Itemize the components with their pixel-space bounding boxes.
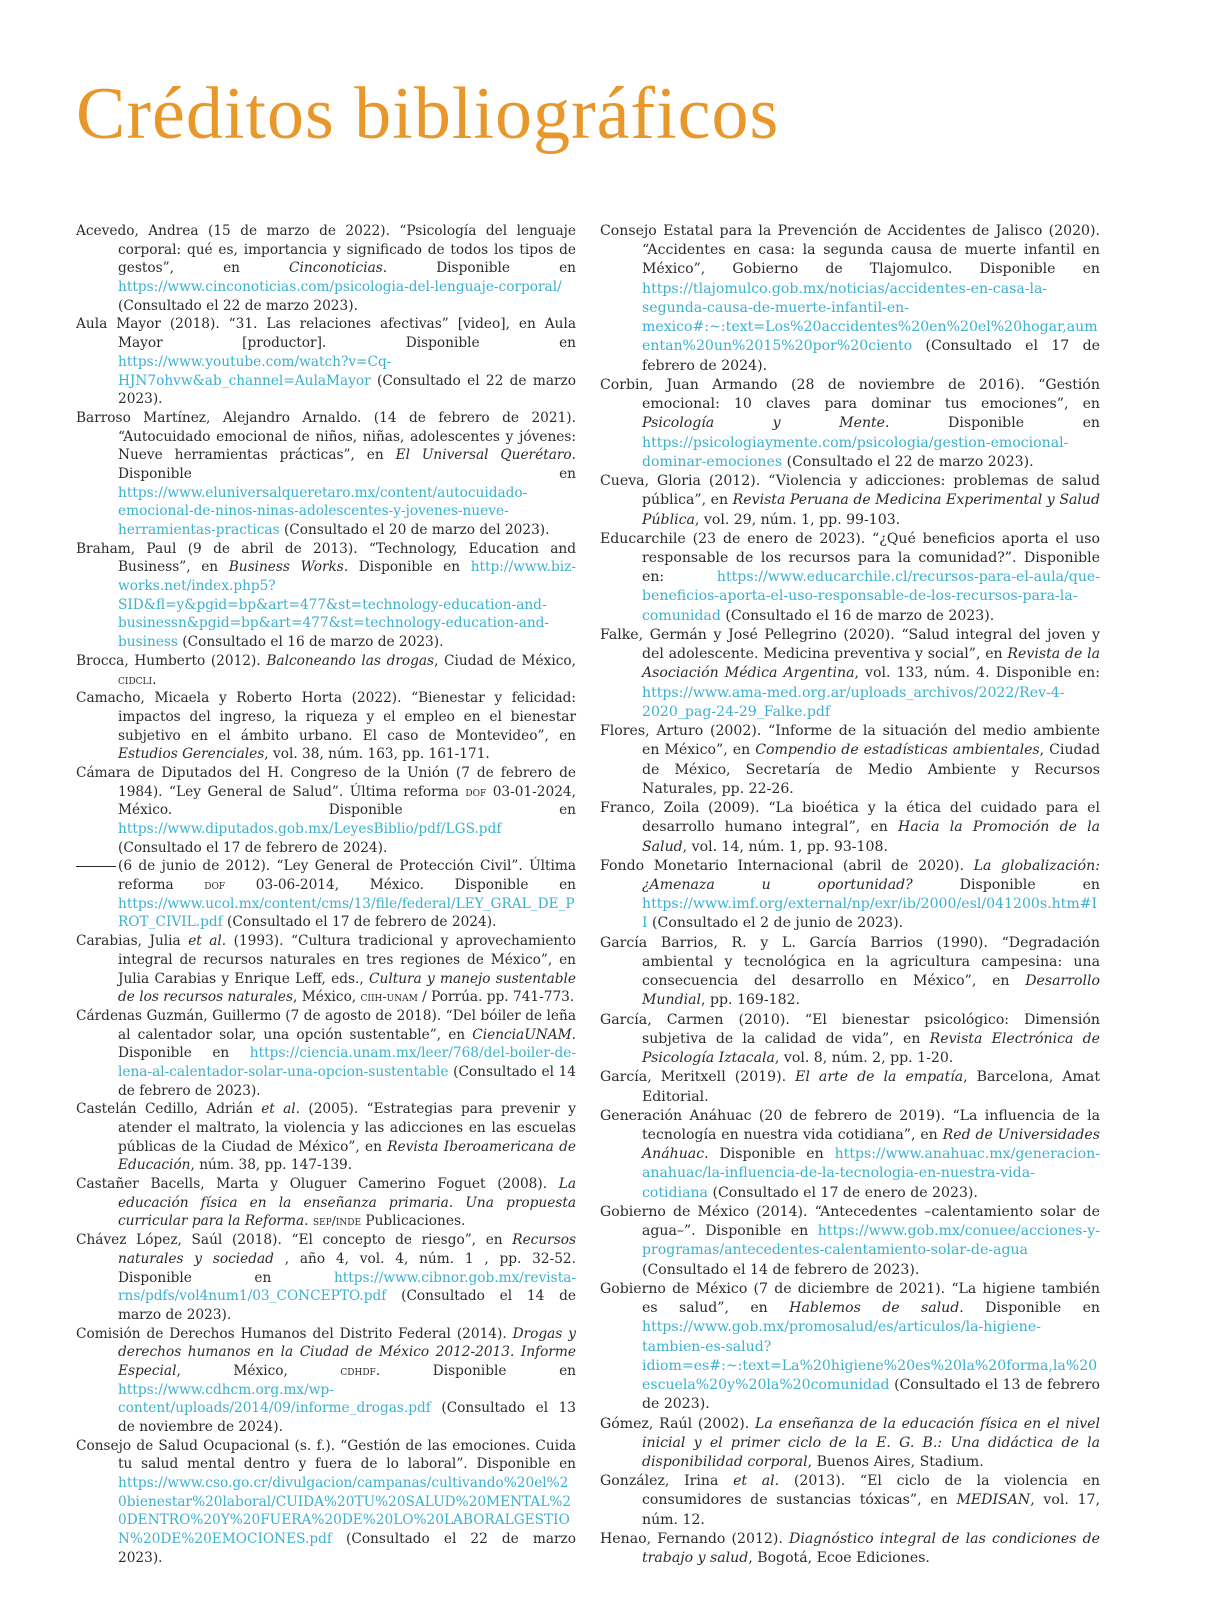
reference-text: (1993). “Cultura tradicional y aprovechamiento integral de recursos naturales en tres regiones de México”, en Julia Carabias y Enrique Leff, eds., <box>118 933 576 987</box>
reference-text: , México, <box>293 989 361 1006</box>
reference-text: (2013). “El ciclo de la violencia en consumidores de sustancias tóxicas”, en <box>642 1473 1101 1509</box>
reference-text: cdhdf <box>340 1362 376 1378</box>
reference-italic-text: Recursos naturales y sociedad <box>118 1232 576 1267</box>
reference-italic-text: Hablemos de salud <box>789 1300 960 1317</box>
reference-text: (Consultado el 14 de febrero de 2023). <box>642 1261 920 1278</box>
reference-text: . <box>152 671 157 688</box>
reference-text: Corbin, Juan Armando (28 de noviembre de 2016). “Gestión emocional: 10 claves para dominar tus emociones”, en <box>600 376 1100 413</box>
reference-link[interactable]: https://www.ucol.mx/content/cms/13/file/federal/LEY_GRAL_DE_PROT_CIVIL.pdf <box>118 895 575 931</box>
reference-entry <box>76 1231 576 1324</box>
reference-text: García Barrios, R. y L. García Barrios (1990). “Degradación ambiental y tecnológica en la agricultura campesina: una consecuencia del desarrollo en México”, en <box>600 934 1100 990</box>
reference-link[interactable]: https://www.eluniversalqueretaro.mx/content/autocuidado-emocional-de-ninos-ninas-adolescentes-y-jovenes-nueve-herramientas-practicas <box>118 484 528 538</box>
reference-text: , Bogotá, Ecoe Ediciones. <box>748 1550 930 1567</box>
reference-text: Barroso Martínez, Alejandro Arnaldo. (14 de febrero de 2021). “Autocuidado emocional de niños, niñas, adolescentes y jóvenes: Nueve herramientas prácticas”, en <box>76 409 576 464</box>
reference-italic-text: Psicología y Mente <box>642 415 886 432</box>
reference-italic-text: Estudios Gerenciales <box>118 746 265 763</box>
reference-text: Carabias, Julia <box>76 933 189 950</box>
reference-text: Castañer Bacells, Marta y Oluguer Camerino Foguet (2008). <box>76 1176 559 1193</box>
reference-link[interactable]: https://www.cibnor.gob.mx/revista-rns/pdfs/vol4num1/03_CONCEPTO.pdf <box>118 1269 576 1305</box>
reference-text: Disponible en <box>912 876 1100 893</box>
reference-link[interactable]: https://www.imf.org/external/np/exr/ib/2000/esl/041200s.htm#II <box>642 896 1098 932</box>
reference-text: sep/inde <box>312 1213 362 1229</box>
reference-italic-text: La enseñanza de la educación física en el nivel inicial y el primer ciclo de la E. G. B.: Una didáctica de la disponibilidad corporal <box>642 1415 1101 1470</box>
reference-text: , vol. 133, núm. 4. Disponible en: <box>854 665 1100 682</box>
reference-entry <box>600 1280 1100 1415</box>
reference-text: Castelán Cedillo, Adrián <box>76 1101 262 1118</box>
reference-entry <box>76 1007 576 1100</box>
reference-entry <box>600 626 1100 722</box>
reference-italic-text: et al. <box>733 1473 780 1490</box>
reference-italic-text: Cinconoticias <box>289 260 383 277</box>
reference-italic-text: Revista Iberoamericana de Educación <box>118 1138 576 1174</box>
reference-italic-text: CienciaUNAM <box>472 1026 572 1043</box>
reference-entry <box>600 1472 1100 1530</box>
reference-text: , Buenos Aires, Stadium. <box>807 1454 984 1470</box>
reference-text: (Consultado el 16 de marzo de 2023). <box>720 607 995 624</box>
reference-text: (Consultado el 14 de marzo de 2023). <box>118 1288 576 1323</box>
reference-entry <box>600 1011 1100 1069</box>
reference-link[interactable]: https://www.gob.mx/conuee/acciones-y-programas/antecedentes-calentamiento-solar-de-agua <box>642 1223 1100 1259</box>
bibliography-right-column <box>600 222 1100 1568</box>
reference-text: 03-06-2014, México. Disponible en <box>225 877 576 894</box>
reference-text: Consejo Estatal para la Prevención de Accidentes de Jalisco (2020). “Accidentes en casa: la segunda causa de muerte infantil en México”, Gobierno de Tlajomulco. Disponible en <box>600 223 1100 278</box>
reference-link[interactable]: https://www.cinconoticias.com/psicologia-del-lenguaje-corporal/ <box>118 279 562 296</box>
reference-entry <box>76 540 576 652</box>
same-author-dash <box>76 866 116 867</box>
reference-text: (Consultado el 20 de marzo del 2023). <box>279 522 550 538</box>
reference-text: ciih-unam <box>360 989 418 1005</box>
reference-text: Franco, Zoila (2009). “La bioética y la ética del cuidado para el desarrollo humano integral”, en <box>600 800 1100 836</box>
reference-entry <box>600 1530 1100 1568</box>
reference-text: , año 4, vol. 4, núm. 1 , pp. 32-52. Disponible en <box>118 1250 576 1286</box>
reference-text: , vol. 14, núm. 1, pp. 93-108. <box>682 838 888 855</box>
reference-entry <box>76 764 576 857</box>
reference-italic-text: Diagnóstico integral de las condiciones de trabajo y salud <box>642 1530 1101 1567</box>
reference-text: . Disponible en <box>375 1362 576 1379</box>
reference-entry <box>600 1068 1100 1106</box>
reference-text: . Disponible en <box>885 415 1100 432</box>
reference-text: (Consultado el 22 de marzo 2023). <box>118 1531 576 1566</box>
reference-entry <box>76 857 576 932</box>
reference-text: Consejo de Salud Ocupacional (s. f.). “Gestión de las emociones. Cuida tu salud mental dentro y fuera de lo laboral”. Disponible en <box>76 1437 576 1473</box>
reference-italic-text: La globalización: ¿Amenaza u oportunidad? <box>642 857 1100 893</box>
reference-text: . Disponible en <box>382 260 576 277</box>
reference-text: Falke, Germán y José Pellegrino (2020). “Salud integral del joven y del adolescente. Medicina preventiva y social”, en <box>600 626 1100 663</box>
reference-text: (Consultado el 17 de febrero de 2024). <box>118 839 388 856</box>
reference-entry <box>600 472 1100 530</box>
reference-italic-text: Red de Universidades Anáhuac <box>642 1127 1101 1163</box>
reference-text: (Consultado el 17 de enero de 2023). <box>707 1184 978 1201</box>
reference-text: , Barcelona, Amat Editorial. <box>642 1069 1100 1105</box>
reference-entry <box>600 1415 1100 1473</box>
reference-entry <box>76 1437 576 1568</box>
reference-text: González, Irina <box>600 1473 734 1490</box>
reference-text: . Disponible en <box>959 1300 1100 1317</box>
reference-text: dof <box>204 877 226 893</box>
reference-text: (Consultado el 13 de noviembre de 2024). <box>118 1400 576 1435</box>
reference-text: (Consultado el 2 de junio de 2023). <box>647 915 904 932</box>
reference-italic-text: Revista de la Asociación Médica Argentina <box>642 646 1100 682</box>
reference-italic-text: Compendio de estadísticas ambientales <box>755 742 1040 759</box>
reference-text: Cárdenas Guzmán, Guillermo (7 de agosto de 2018). “Del bóiler de leña al calentador solar, una opción sustentable”, en <box>76 1007 576 1043</box>
reference-text: . Disponible en <box>118 1026 576 1062</box>
reference-italic-text: Desarrollo Mundial <box>642 973 1100 1009</box>
reference-entry <box>600 799 1100 857</box>
reference-link[interactable]: https://www.gob.mx/promosalud/es/articulos/la-higiene-tambien-es-salud?idiom=es#:~:text=La%20higiene%20es%20la%20forma,la%20escuela%20y%20la%20comunidad <box>642 1319 1098 1394</box>
reference-entry <box>76 652 576 689</box>
reference-italic-text: Revista Electrónica de Psicología Iztacala <box>642 1030 1100 1067</box>
reference-text: Braham, Paul (9 de abril de 2013). “Technology, Education and Business”, en <box>76 540 576 576</box>
reference-link[interactable]: https://www.anahuac.mx/generacion-anahuac/la-influencia-de-la-tecnologia-en-nuestra-vida-cotidiana <box>642 1146 1100 1201</box>
reference-text: , vol. 38, núm. 163, pp. 161-171. <box>264 746 490 763</box>
reference-entry <box>76 222 576 315</box>
reference-entry <box>600 530 1100 626</box>
reference-italic-text: La educación física en la enseñanza primaria. Una propuesta curricular para la Reforma <box>118 1176 576 1230</box>
reference-text: . <box>304 1213 313 1230</box>
reference-text: dof <box>465 783 487 799</box>
reference-italic-text: et al. <box>188 933 227 950</box>
reference-text: Chávez López, Saúl (2018). “El concepto de riesgo”, en <box>76 1232 513 1249</box>
reference-text: Fondo Monetario Internacional (abril de 2020). <box>600 857 974 874</box>
reference-italic-text: El arte de la empatía <box>795 1069 964 1086</box>
reference-italic-text: et al. <box>261 1101 301 1118</box>
reference-link[interactable]: https://tlajomulco.gob.mx/noticias/accidentes-en-casa-la-segunda-causa-de-muerte-infantil-en-mexico#:~:text=Los%20accidentes%20en%20el%20hogar,aumentan%20un%2015%20por%20ciento <box>642 280 1098 355</box>
reference-text: , pp. 169-182. <box>701 992 801 1009</box>
reference-italic-text: Drogas y derechos humanos en la Ciudad de México 2012-2013. Informe Especial <box>118 1325 576 1379</box>
reference-text: Acevedo, Andrea (15 de marzo de 2022). “Psicología del lenguaje corporal: qué es, importancia y significado de todos los tipos de gestos”, en <box>76 223 576 277</box>
reference-entry <box>600 1203 1100 1280</box>
reference-text: (Consultado el 17 de febrero de 2024). <box>222 914 497 931</box>
reference-link[interactable]: https://psicologiaymente.com/psicologia/gestion-emocional-dominar-emociones <box>642 434 1069 470</box>
reference-text: . Disponible en <box>704 1146 835 1163</box>
bibliography-left-column <box>76 222 576 1568</box>
reference-entry <box>600 222 1100 376</box>
reference-text: Cueva, Gloria (2012). “Violencia y adicciones: problemas de salud pública”, en <box>600 473 1100 509</box>
reference-text: (Consultado el 16 de marzo de 2023). <box>177 634 444 651</box>
reference-text: (Consultado el 22 de marzo 2023). <box>118 372 576 408</box>
reference-text: , vol. 29, núm. 1, pp. 99-103. <box>694 511 901 528</box>
reference-text: Brocca, Humberto (2012). <box>76 652 267 669</box>
reference-link[interactable]: http://www.biz-works.net/index.php5?SID&fl=y&pgid=bp&art=477&st=technology-education-and-businessn&pgid=bp&art=477&st=technology-education-and-business <box>118 559 576 651</box>
reference-text: Gobierno de México (2014). “Antecedentes –calentamiento solar de agua–”. Disponible en <box>600 1203 1100 1240</box>
reference-text: (2005). “Estrategias para prevenir y atender el maltrato, la violencia y las adicciones en las escuelas públicas de la Ciudad de México”, en <box>118 1101 577 1155</box>
reference-text: Aula Mayor (2018). “31. Las relaciones afectivas” [video], en Aula Mayor [productor]. Disponible en <box>76 316 576 352</box>
reference-text: (Consultado el 22 de marzo 2023). <box>782 453 1034 470</box>
reference-text: , núm. 38, pp. 147-139. <box>190 1157 353 1174</box>
reference-entry <box>76 932 576 1007</box>
reference-text: / Porrúa. pp. 741-773. <box>417 989 575 1006</box>
reference-italic-text: Hacia la Promoción de la Salud <box>642 819 1100 855</box>
reference-text: , Ciudad de México, Secretaría de Medio Ambiente y Recursos Naturales, pp. 22-26. <box>642 742 1100 797</box>
reference-entry <box>600 1107 1100 1203</box>
reference-text: Flores, Arturo (2002). “Informe de la situación del medio ambiente en México”, en <box>600 723 1100 759</box>
reference-link[interactable]: https://www.cdhcm.org.mx/wp-content/uploads/2014/09/informe_drogas.pdf <box>118 1381 431 1417</box>
reference-text: . Disponible en <box>343 559 471 576</box>
reference-text: , México, <box>176 1362 341 1379</box>
reference-text: Publicaciones. <box>361 1213 466 1230</box>
reference-italic-text: Balconeando las drogas <box>266 652 435 669</box>
reference-text: Henao, Fernando (2012). <box>600 1530 790 1547</box>
reference-text: cidcli <box>118 671 153 687</box>
reference-entry <box>76 409 576 540</box>
reference-text: (Consultado el 14 de febrero de 2023). <box>118 1063 576 1099</box>
reference-text: Comisión de Derechos Humanos del Distrito Federal (2014). <box>76 1325 513 1342</box>
reference-text: (Consultado el 22 de marzo 2023). <box>118 297 358 314</box>
reference-text: Educarchile (23 de enero de 2023). “¿Qué beneficios aporta el uso responsable de los recursos para la comunidad?”. Disponible en: <box>600 530 1100 586</box>
reference-link[interactable]: https://www.diputados.gob.mx/LeyesBiblio/pdf/LGS.pdf <box>118 821 502 837</box>
reference-italic-text: Revista Peruana de Medicina Experimental y Salud Pública <box>642 492 1100 528</box>
reference-text: , vol. 8, núm. 2, pp. 1-20. <box>774 1050 954 1067</box>
reference-italic-text: MEDISAN <box>956 1492 1031 1509</box>
reference-text: (6 de junio de 2012). “Ley General de Protección Civil”. Última reforma <box>118 858 576 894</box>
reference-entry <box>76 1100 576 1175</box>
reference-text: Gómez, Raúl (2002). <box>600 1415 756 1432</box>
reference-entry <box>600 376 1100 472</box>
reference-italic-text: El Universal Querétaro <box>395 447 572 464</box>
reference-text: Cámara de Diputados del H. Congreso de la Unión (7 de febrero de 1984). “Ley General de Salud”. Última reforma <box>76 764 576 800</box>
reference-link[interactable]: https://www.cso.go.cr/divulgacion/campanas/cultivando%20el%20bienestar%20laboral/CUIDA%20TU%20SALUD%20MENTAL%20DENTRO%20Y%20FUERA%20DE%20LO%20LABORALGESTION%20DE%20EMOCIONES.pdf <box>118 1475 572 1548</box>
reference-link[interactable]: https://www.educarchile.cl/recursos-para-el-aula/que-beneficios-aporta-el-uso-responsable-de-los-recursos-para-la-comunidad <box>642 569 1100 624</box>
reference-text: García, Carmen (2010). “El bienestar psicológico: Dimensión subjetiva de la calidad de vida”, en <box>600 1011 1100 1047</box>
reference-entry <box>600 722 1100 799</box>
reference-entry <box>600 857 1100 934</box>
reference-entry <box>76 315 576 408</box>
reference-italic-text: Business Works <box>228 559 344 576</box>
reference-text: 03-01-2024, México. Disponible en <box>118 783 576 819</box>
reference-link[interactable]: https://www.ama-med.org.ar/uploads_archivos/2022/Rev-4-2020_pag-24-29_Falke.pdf <box>642 684 1065 720</box>
reference-text: . Disponible en <box>118 447 576 482</box>
reference-text: (Consultado el 13 de febrero de 2023). <box>642 1377 1100 1413</box>
reference-text: Gobierno de México (7 de diciembre de 2021). “La higiene también es salud”, en <box>600 1280 1100 1317</box>
reference-link[interactable]: https://ciencia.unam.mx/leer/768/del-boiler-de-lena-al-calentador-solar-una-opcion-sustentable <box>118 1045 576 1080</box>
reference-text: Camacho, Micaela y Roberto Horta (2022). “Bienestar y felicidad: impactos del ingreso, la riqueza y el empleo en el bienestar subjetivo en el ámbito urbano. El caso de Montevideo”, en <box>76 690 576 744</box>
reference-link[interactable]: https://www.youtube.com/watch?v=Cq-HJN7ohvw&ab_channel=AulaMayor <box>118 353 392 389</box>
reference-entry <box>600 934 1100 1011</box>
reference-text: , vol. 17, núm. 12. <box>642 1492 1100 1528</box>
reference-entry <box>76 689 576 764</box>
reference-text: García, Meritxell (2019). <box>600 1069 796 1086</box>
reference-text: Generación Anáhuac (20 de febrero de 2019). “La influencia de la tecnología en nuestra vida cotidiana”, en <box>600 1107 1100 1144</box>
reference-text: , Ciudad de México, <box>434 652 576 669</box>
reference-entry <box>76 1175 576 1231</box>
reference-text: (Consultado el 17 de febrero de 2024). <box>642 338 1100 374</box>
page-title: Créditos bibliográficos <box>76 73 780 155</box>
reference-italic-text: Cultura y manejo sustentable de los recursos naturales <box>118 970 576 1006</box>
reference-entry <box>76 1325 576 1437</box>
